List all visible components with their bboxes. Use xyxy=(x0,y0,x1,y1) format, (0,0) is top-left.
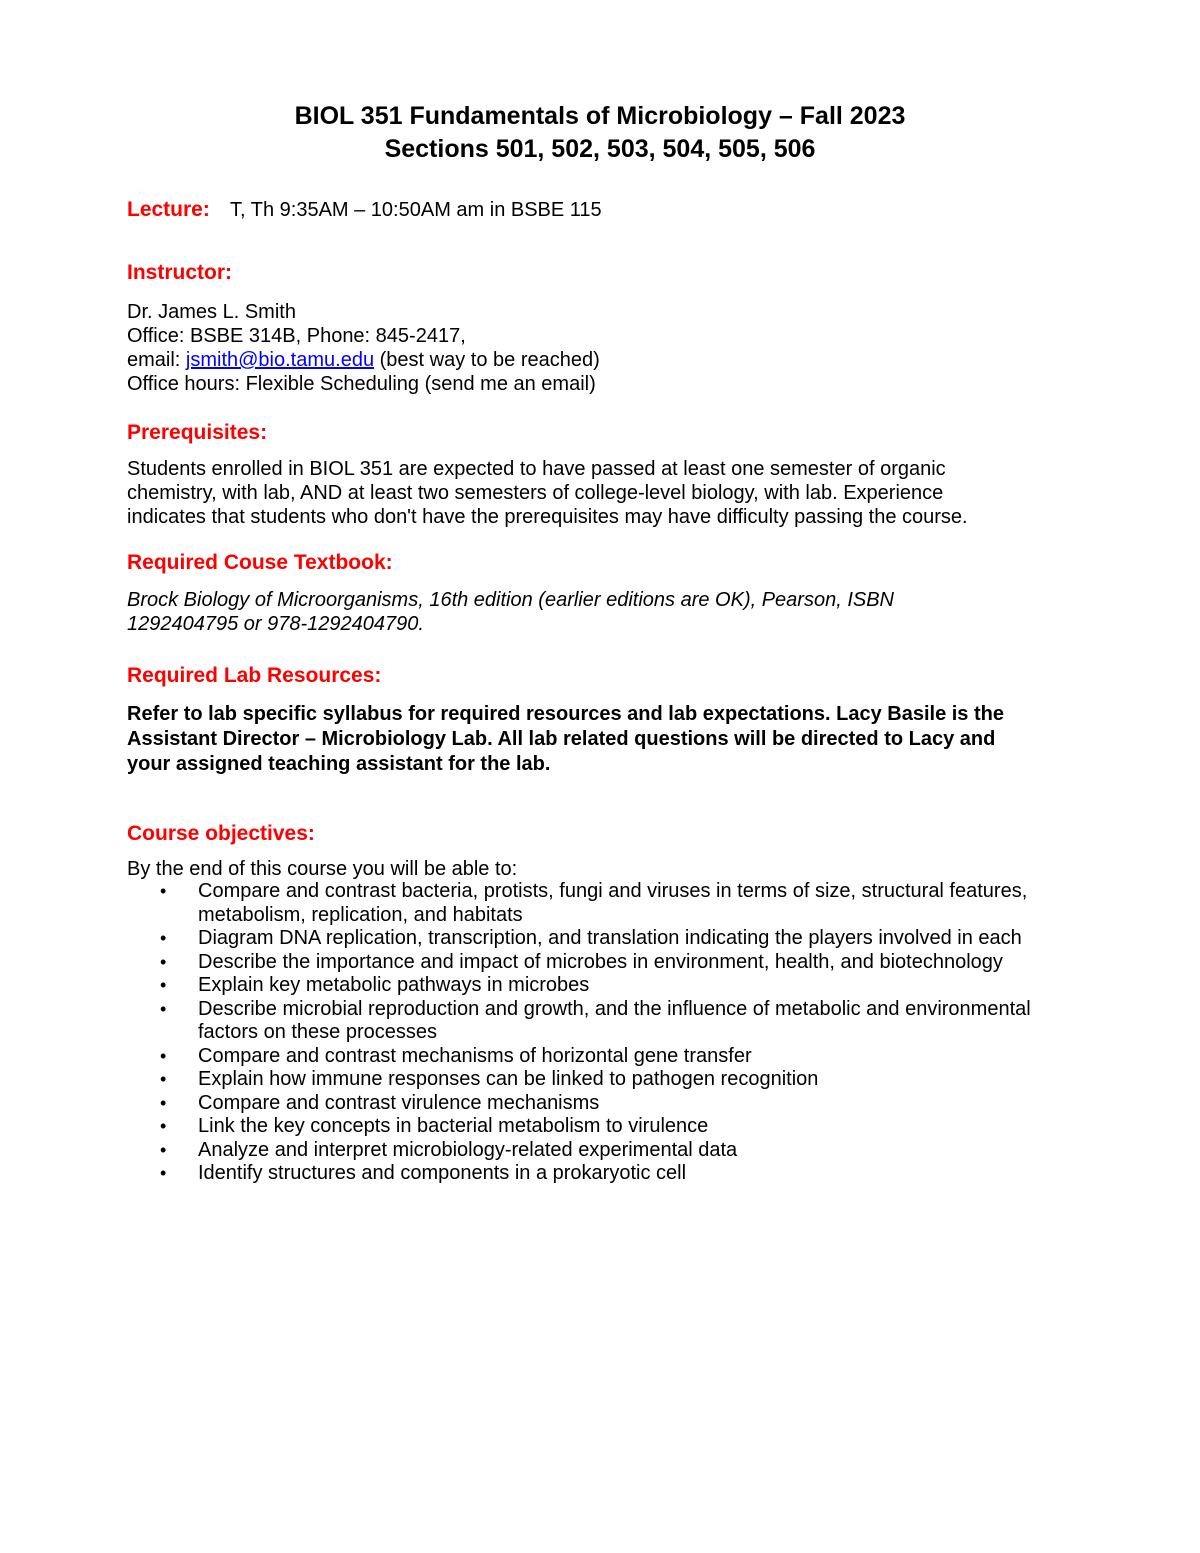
textbook-heading: Required Couse Textbook: xyxy=(127,551,393,574)
textbook-text-line: Brock Biology of Microorganisms, 16th edition (earlier editions are OK), Pearson, ISBN xyxy=(127,589,895,611)
objectives-intro: By the end of this course you will be able to: xyxy=(127,858,518,880)
document-title: BIOL 351 Fundamentals of Microbiology – Fall 2023 xyxy=(294,102,906,130)
prerequisites-text-line: indicates that students who don't have the prerequisites may have difficulty passing the course. xyxy=(127,506,968,528)
objective-text: Identify structures and components in a prokaryotic cell xyxy=(198,1162,687,1184)
objective-item xyxy=(127,974,1087,998)
lab-resources-heading: Required Lab Resources: xyxy=(127,664,382,687)
bullet-icon: • xyxy=(160,928,167,948)
email-link[interactable]: jsmith@bio.tamu.edu xyxy=(185,349,375,371)
objectives-heading: Course objectives: xyxy=(127,822,315,845)
objective-item xyxy=(127,880,1087,927)
objective-item xyxy=(127,1092,1087,1116)
instructor-name: Dr. James L. Smith xyxy=(127,301,296,323)
bullet-icon: • xyxy=(160,1163,167,1183)
lecture-value: T, Th 9:35AM – 10:50AM am in BSBE 115 xyxy=(230,199,602,221)
bullet-icon: • xyxy=(160,1045,167,1066)
objective-item xyxy=(127,1068,1087,1092)
lab-resources-text-line: Assistant Director – Microbiology Lab. All lab related questions will be directed to Lacy and xyxy=(127,728,996,750)
objective-item xyxy=(127,1115,1087,1139)
prerequisites-heading: Prerequisites: xyxy=(127,421,268,444)
objective-text: Compare and contrast mechanisms of horizontal gene transfer xyxy=(198,1044,752,1067)
bullet-icon: • xyxy=(160,975,167,995)
objective-item xyxy=(127,1162,1087,1186)
email-suffix: (best way to be reached) xyxy=(374,349,600,371)
instructor-office: Office: BSBE 314B, Phone: 845-2417, xyxy=(127,325,466,347)
bullet-icon: • xyxy=(160,951,167,972)
objective-text: Analyze and interpret microbiology-related experimental data xyxy=(198,1138,738,1161)
bullet-icon: • xyxy=(160,1069,167,1089)
lecture-label: Lecture: xyxy=(127,198,210,221)
objective-item xyxy=(127,998,1087,1045)
objective-text: Diagram DNA replication, transcription, and translation indicating the players involved in each xyxy=(198,927,1022,949)
objective-item xyxy=(127,927,1087,951)
objective-text: Describe the importance and impact of microbes in environment, health, and biotechnology xyxy=(198,950,1003,973)
objective-item xyxy=(127,951,1087,975)
prerequisites-text-line: chemistry, with lab, AND at least two semesters of college-level biology, with lab. Experience xyxy=(127,482,944,504)
lab-resources-text-line: Refer to lab specific syllabus for required resources and lab expectations. Lacy Basile is the xyxy=(127,703,1004,725)
office-hours: Office hours: Flexible Scheduling (send me an email) xyxy=(127,373,596,395)
textbook-text-line: 1292404795 or 978-1292404790. xyxy=(127,613,424,635)
bullet-icon: • xyxy=(160,1116,167,1136)
instructor-email-line xyxy=(127,348,600,372)
objectives-list xyxy=(127,880,1087,1186)
objective-text: Compare and contrast virulence mechanisms xyxy=(198,1091,600,1114)
email-prefix: email: xyxy=(127,349,186,371)
bullet-icon: • xyxy=(160,1092,167,1113)
objective-text: Compare and contrast bacteria, protists, fungi and viruses in terms of size, structural features, metabolism, replication, and habitats xyxy=(198,880,1028,926)
objective-text: Explain how immune responses can be linked to pathogen recognition xyxy=(198,1068,819,1090)
objective-text: Describe microbial reproduction and growth, and the influence of metabolic and environmental factors on these processes xyxy=(198,997,1031,1043)
bullet-icon: • xyxy=(160,881,167,901)
bullet-icon: • xyxy=(160,1139,167,1160)
objective-text: Explain key metabolic pathways in microbes xyxy=(198,974,590,996)
objective-item xyxy=(127,1045,1087,1069)
document-subtitle: Sections 501, 502, 503, 504, 505, 506 xyxy=(384,135,816,163)
bullet-icon: • xyxy=(160,998,167,1019)
lab-resources-text-line: your assigned teaching assistant for the lab. xyxy=(127,753,551,775)
objective-item xyxy=(127,1139,1087,1163)
objective-text: Link the key concepts in bacterial metabolism to virulence xyxy=(198,1115,709,1137)
instructor-heading: Instructor: xyxy=(127,261,232,284)
prerequisites-text-line: Students enrolled in BIOL 351 are expected to have passed at least one semester of organic xyxy=(127,458,946,480)
